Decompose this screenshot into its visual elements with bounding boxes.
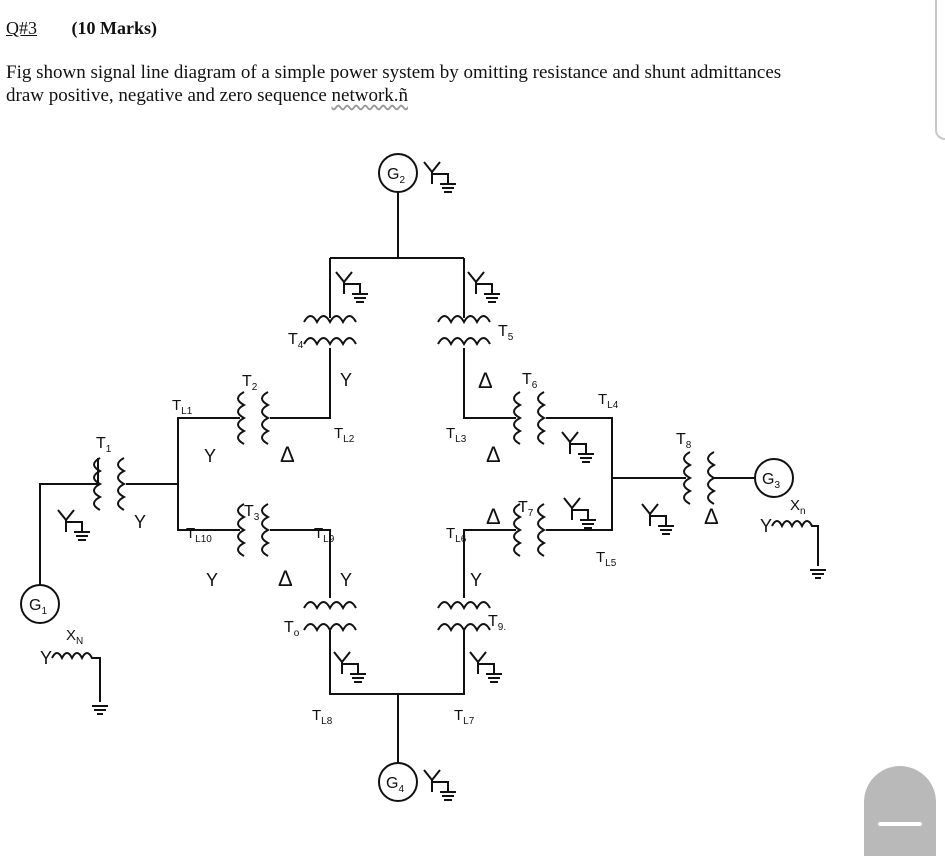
svg-text:G4: $G_4$ (386, 775, 405, 795)
svg-text:Y: Y (340, 570, 353, 590)
svg-text:To: $T_o$ (284, 619, 300, 639)
svg-text:T1: $T_1$ (96, 435, 112, 455)
svg-text:T6: $T_6$ (522, 371, 538, 391)
svg-text:Y: Y (204, 446, 217, 466)
label-tl6: $T_{L6}$ (446, 525, 467, 545)
transformer-t5 (438, 272, 514, 393)
problem-line-2-prefix: draw positive, negative and zero sequence (6, 85, 332, 106)
chat-button[interactable] (864, 766, 936, 856)
label-tl4: $T_{L4}$ (598, 391, 619, 411)
transformer-t2 (204, 373, 295, 467)
svg-text:Y: Y (134, 512, 147, 532)
question-marks: (10 Marks) (71, 18, 157, 38)
svg-text:T3: $T_3$ (244, 503, 260, 523)
svg-text:T2: $T_2$ (242, 373, 258, 393)
transformer-t8 (642, 431, 719, 534)
svg-text:G3: $G_3$ (762, 471, 781, 491)
label-tl7: $T_{L7}$ (454, 707, 475, 727)
svg-text:G1: $G_1$ (29, 597, 48, 617)
label-tl2: $T_{L2}$ (334, 425, 355, 445)
label-tl9: $T_{L9}$ (314, 525, 335, 545)
wiring (40, 192, 754, 764)
problem-line-1: Fig shown signal line diagram of a simple power system by omitting resistance and shunt admittances (6, 62, 782, 83)
transformer-t4 (288, 272, 368, 390)
svg-text:Y: Y (470, 570, 483, 590)
label-tl8: $T_{L8}$ (312, 707, 333, 727)
generator-g1 (21, 585, 59, 623)
transformer-t0 (284, 570, 366, 682)
transformer-t1 (58, 435, 146, 540)
transformer-t9 (438, 570, 506, 682)
generator-g2 (379, 154, 456, 192)
svg-text:Δ: Δ (486, 442, 501, 467)
chat-bar-icon (878, 822, 922, 826)
transformer-t7 (486, 498, 596, 556)
question-number: Q#3 (6, 18, 37, 38)
svg-text:T9.: $T_{9.}$ (488, 613, 507, 633)
svg-text:G2: $G_2$ (387, 166, 406, 186)
label-tl3: $T_{L3}$ (446, 425, 467, 445)
label-tl10: $T_{L10}$ (186, 525, 212, 545)
svg-text:Y: Y (40, 648, 53, 668)
svg-text:T4: $T_4$ (288, 331, 304, 351)
svg-text:Δ: Δ (478, 368, 493, 393)
neutral-reactance-xn-g1 (40, 627, 108, 714)
svg-text:T5: $T_5$ (498, 323, 514, 343)
svg-text:Y: Y (206, 570, 219, 590)
svg-text:Δ: Δ (280, 442, 295, 467)
scroll-indicator[interactable] (935, 0, 945, 140)
label-tl1: $T_{L1}$ (172, 397, 193, 417)
generator-g4 (379, 763, 456, 801)
spellcheck-word: network.ñ (331, 85, 409, 106)
svg-text:T7: $T_7$ (518, 499, 534, 519)
svg-text:XN: $X_N$ (66, 627, 84, 647)
svg-text:Xn: $X_n$ (790, 497, 806, 517)
svg-text:Δ: Δ (704, 504, 719, 529)
svg-text:T8: $T_8$ (676, 431, 692, 451)
label-tl5: $T_{L5}$ (596, 549, 617, 569)
generator-g3 (755, 459, 793, 497)
svg-text:Δ: Δ (486, 504, 501, 529)
svg-text:Δ: Δ (278, 566, 293, 591)
transformer-t3 (206, 503, 293, 591)
svg-text:Y: Y (340, 370, 353, 390)
neutral-reactance-xn-g3 (760, 497, 826, 578)
svg-text:Y: Y (760, 516, 773, 536)
